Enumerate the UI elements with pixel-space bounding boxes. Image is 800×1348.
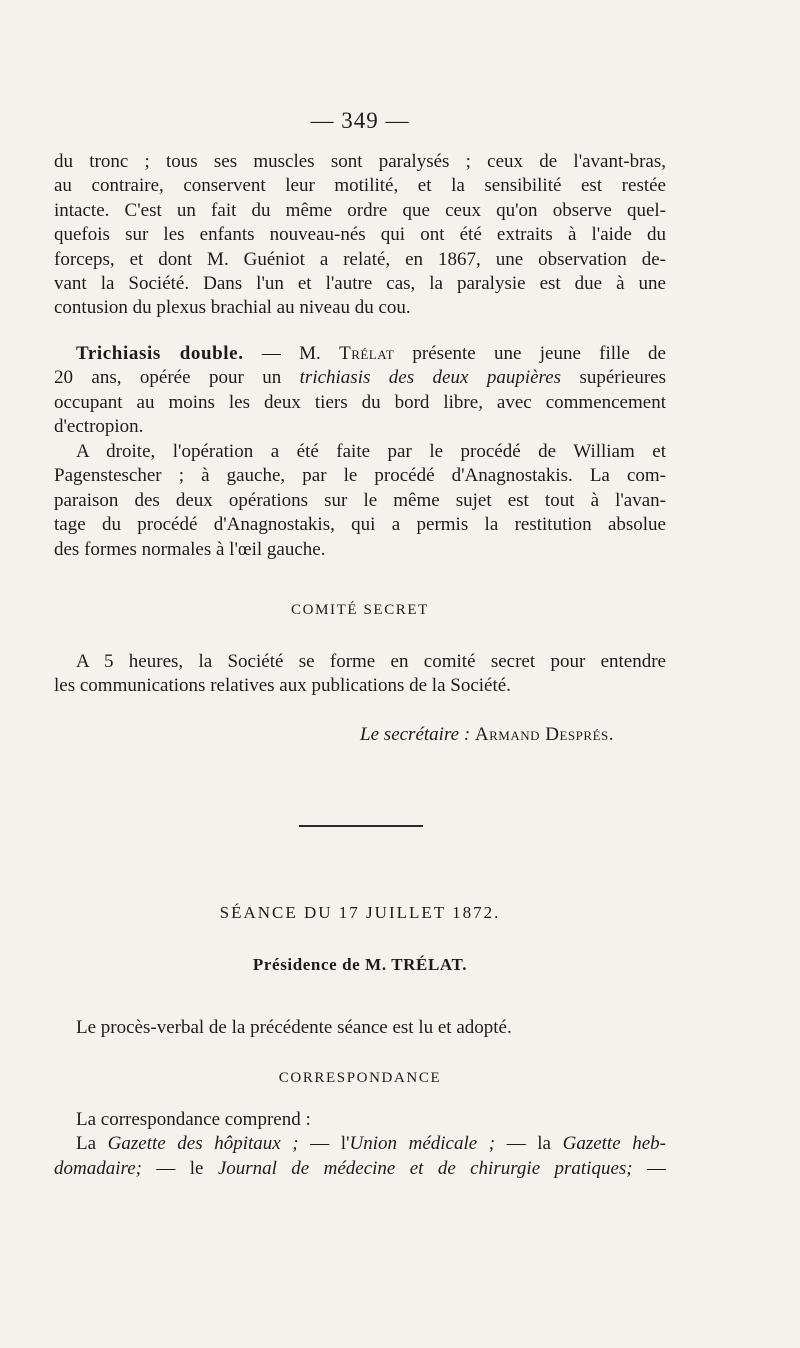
page-number: — 349 — — [310, 108, 410, 133]
italic-term: trichiasis des deux paupières — [299, 367, 562, 389]
text-run: — — [632, 1157, 667, 1179]
text-line: A droite, l'opération a été faite par le procédé de William et — [76, 441, 666, 462]
text-line: du tronc ; tous ses muscles sont paralysés ; ceux de l'avant-bras, — [54, 151, 666, 172]
presidence-line: Présidence de M. TRÉLAT. — [252, 955, 468, 974]
text-line: A 5 heures, la Société se forme en comité secret pour entendre — [76, 651, 666, 672]
surgeon-name: Trélat — [339, 343, 395, 364]
text-run: supérieures — [561, 367, 667, 389]
text-line — [54, 1132, 666, 1156]
text-line: quefois sur les enfants nouveau-nés qui ont été extraits à l'aide du — [54, 224, 666, 246]
journal-title: Gazette des hôpitaux ; — [107, 1133, 299, 1155]
journal-title: Journal de médecine et de chirurgie pratiques; — [217, 1157, 633, 1179]
journal-title: Union médicale ; — [349, 1133, 496, 1155]
text-line: d'ectropion. — [54, 416, 144, 438]
document-page — [54, 0, 666, 1348]
paragraph-trichiasis — [54, 342, 666, 440]
paragraph-comite — [54, 650, 666, 699]
text-run: — l' — [298, 1133, 350, 1155]
journal-title: Gazette heb- — [562, 1133, 666, 1155]
text-line: les communications relatives aux publications de la Société. — [54, 675, 511, 697]
section-title-comite: COMITÉ SECRET — [291, 602, 429, 618]
text-line: tage du procédé d'Anagnostakis, qui a permis la restitution absolue — [54, 514, 666, 536]
text-run: — le — [141, 1157, 218, 1179]
signature-label: Le secrétaire : — [360, 724, 471, 745]
text-run: 20 ans, opérée pour un — [54, 367, 300, 389]
text-line: Pagenstescher ; à gauche, par le procédé d'Anagnostakis. La com- — [54, 465, 666, 487]
signature — [54, 724, 666, 746]
text-line: des formes normales à l'œil gauche. — [54, 538, 326, 560]
paragraph-operation — [54, 440, 666, 562]
text-line: contusion du plexus brachial au niveau du cou. — [54, 297, 411, 319]
text-line: au contraire, conservent leur motilité, et la sensibilité est restée — [54, 175, 666, 197]
text-line: paraison des deux opérations sur le même sujet est tout à l'avan- — [54, 489, 666, 511]
trichiasis-heading: Trichiasis double. — [76, 343, 244, 364]
heading-dash: — M. — [243, 343, 340, 364]
signature-name: Armand Després. — [474, 724, 614, 745]
paragraph-proces-verbal — [54, 1016, 666, 1040]
seance-title: SÉANCE DU 17 JUILLET 1872. — [219, 903, 501, 922]
text-line: Le procès-verbal de la précédente séance est lu et adopté. — [76, 1017, 512, 1038]
text-line — [54, 1157, 666, 1181]
text-run: La — [76, 1133, 108, 1155]
text-line — [54, 366, 666, 390]
journal-title: domadaire; — [54, 1157, 142, 1179]
text-line: occupant au moins les deux tiers du bord libre, avec commencement — [54, 391, 666, 413]
text-line — [54, 342, 666, 366]
paragraph-paralysis — [54, 150, 666, 321]
text-run: présente une jeune fille de — [394, 343, 666, 364]
section-divider — [299, 825, 423, 827]
text-line: La correspondance comprend : — [76, 1109, 311, 1130]
section-title-correspondance: CORRESPONDANCE — [278, 1070, 442, 1086]
paragraph-correspondance — [54, 1108, 666, 1181]
text-line: intacte. C'est un fait du même ordre que ceux qu'on observe quel- — [54, 199, 666, 221]
text-line: forceps, et dont M. Guéniot a relaté, en 1867, une observation de- — [54, 248, 666, 270]
text-run: — la — [495, 1133, 563, 1155]
text-line: vant la Société. Dans l'un et l'autre cas, la paralysie est due à une — [54, 273, 666, 295]
